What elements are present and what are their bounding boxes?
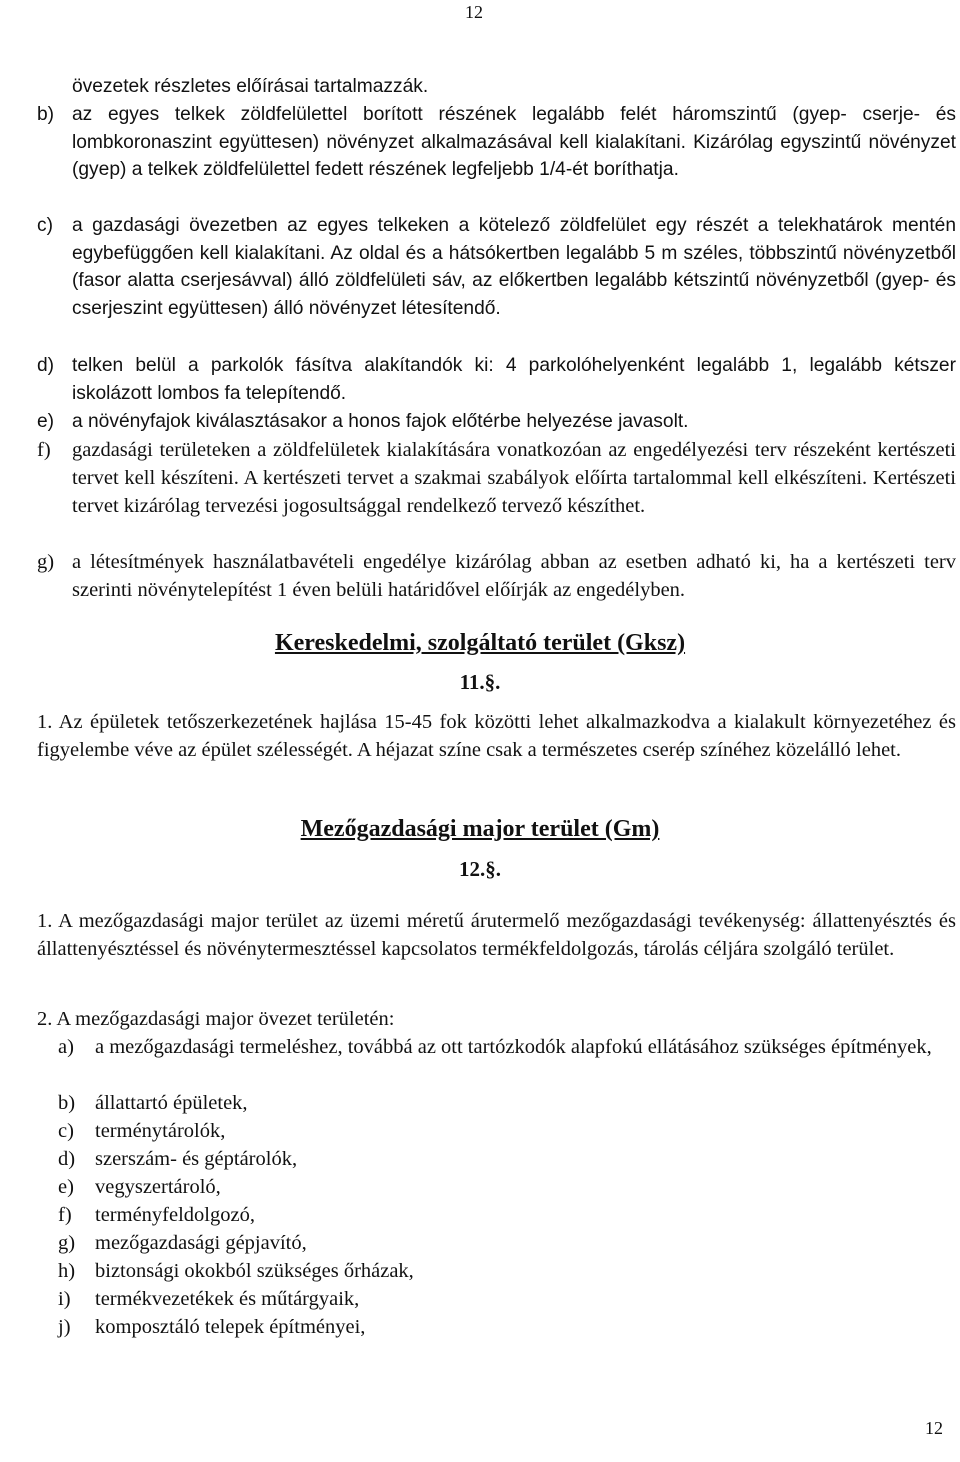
list-marker: g) <box>37 551 55 573</box>
list-marker: i) <box>58 1288 71 1310</box>
page-number-top: 12 <box>465 2 483 22</box>
sub-item-j <box>58 1313 956 1341</box>
list-marker: h) <box>58 1260 76 1282</box>
list-item-text: az egyes telkek zöldfelülettel borított részének legalább felét háromszintű (gyep- cserje- és lombkoronaszint együttesen) növényzet alkalmazásával kell kialakítani. Kizárólag egyszintű növényzet (gyep) a telkek zöldfelülettel fedett részének legfeljebb 1/4-ét boríthatja. <box>72 104 956 181</box>
list-item-text: termékvezetékek és műtárgyaik, <box>95 1288 360 1310</box>
section-heading-gm: Mezőgazdasági major terület (Gm) <box>300 816 660 842</box>
section-heading-gksz: Kereskedelmi, szolgáltató terület (Gksz) <box>274 630 686 656</box>
sub-item-f <box>58 1201 956 1229</box>
list-marker: b) <box>37 104 55 125</box>
continued-text: övezetek részletes előírásai tartalmazzák. <box>72 76 429 97</box>
gm-paragraph-2: 2. A mezőgazdasági major övezet területén: <box>37 1008 395 1030</box>
list-item-text: a mezőgazdasági termeléshez, továbbá az ott tartózkodók alapfokú ellátásához szükséges építmények, <box>95 1036 932 1058</box>
sub-item-g <box>58 1229 956 1257</box>
list-item-text: a létesítmények használatbavételi engedélye kizárólag abban az esetben adható ki, ha a kertészeti terv szerinti növénytelepítést 1 éven belüli határidővel előírják az engedélyben. <box>72 551 956 601</box>
list-marker: g) <box>58 1232 76 1254</box>
gm-paragraph-1: 1. A mezőgazdasági major terület az üzemi méretű árutermelő mezőgazdasági tevékenység: állattenyésztés és állattenyésztéssel és növénytermesztéssel kapcsolatos termékfeldolgozás, tárolás céljára szolgáló terület. <box>37 910 956 960</box>
list-item-text: állattartó épületek, <box>95 1092 248 1114</box>
list-marker: d) <box>37 355 55 376</box>
sub-item-b <box>58 1089 956 1117</box>
list-item-text: gazdasági területeken a zöldfelületek kialakítására vonatkozóan az engedélyezési terv részeként kertészeti tervet kell készíteni. A kertészeti tervet a szakmai szabályok előírta tartalommal kell elkészíteni. Kertészeti tervet kizárólag tervezési jogosultsággal rendelkező tervező készíthet. <box>72 439 956 517</box>
list-marker: d) <box>58 1148 76 1170</box>
list-marker: f) <box>58 1204 72 1226</box>
list-item-f <box>37 436 956 520</box>
sub-item-h <box>58 1257 956 1285</box>
list-item-text: mezőgazdasági gépjavító, <box>95 1232 307 1254</box>
list-item-g <box>37 548 956 604</box>
list-item-text: telken belül a parkolók fásítva alakítandók ki: 4 parkolóhelyenként legalább 1, legalább kétszer iskolázott lombos fa telepítendő. <box>72 355 956 404</box>
sub-item-i <box>58 1285 956 1313</box>
list-item-text: komposztáló telepek építményei, <box>95 1316 366 1338</box>
list-marker: a) <box>58 1036 74 1058</box>
list-item-e <box>37 408 956 436</box>
list-marker: b) <box>58 1092 76 1114</box>
list-item-d <box>37 352 956 407</box>
list-item-text: vegyszertároló, <box>95 1176 221 1198</box>
list-item-text: szerszám- és géptárolók, <box>95 1148 298 1170</box>
sub-item-d <box>58 1145 956 1173</box>
list-item-text: biztonsági okokból szükséges őrházak, <box>95 1260 414 1282</box>
list-marker: c) <box>58 1120 74 1142</box>
list-marker: e) <box>58 1176 74 1198</box>
sub-item-e <box>58 1173 956 1201</box>
sub-item-c <box>58 1117 956 1145</box>
list-marker: f) <box>37 439 51 461</box>
list-marker: e) <box>37 411 55 432</box>
list-item-text: a növényfajok kiválasztásakor a honos fajok előtérbe helyezése javasolt. <box>72 411 689 432</box>
list-marker: j) <box>58 1316 71 1338</box>
list-marker: c) <box>37 215 53 236</box>
list-item-text: terményfeldolgozó, <box>95 1204 255 1226</box>
list-item-c <box>37 212 956 322</box>
page-number-bottom: 12 <box>925 1418 943 1438</box>
sub-item-a <box>58 1033 956 1061</box>
list-item-text: a gazdasági övezetben az egyes telkeken a kötelező zöldfelület egy részét a telekhatárok mentén egybefüggően kell kialakítani. Az oldal és a hátsókertben legalább 5 m széles, többszintű növényzetből (fasor alatta cserjesávval) álló zöldfelületi sáv, az előkertben legalább kétszintű növényzetből (gyep- és cserjeszint együttesen) álló növényzet létesítendő. <box>72 215 956 319</box>
gksz-paragraph-1: 1. Az épületek tetőszerkezetének hajlása 15-45 fok közötti lehet alkalmazkodva a kialakult környezetéhez és figyelembe véve az épület szélességét. A héjazat színe csak a természetes cserép színéhez közelálló lehet. <box>37 711 956 761</box>
paragraph-number-12: 12.§. <box>459 857 501 881</box>
list-item-b <box>37 101 956 184</box>
paragraph-number-11: 11.§. <box>459 670 501 694</box>
list-item-text: terménytárolók, <box>95 1120 226 1142</box>
